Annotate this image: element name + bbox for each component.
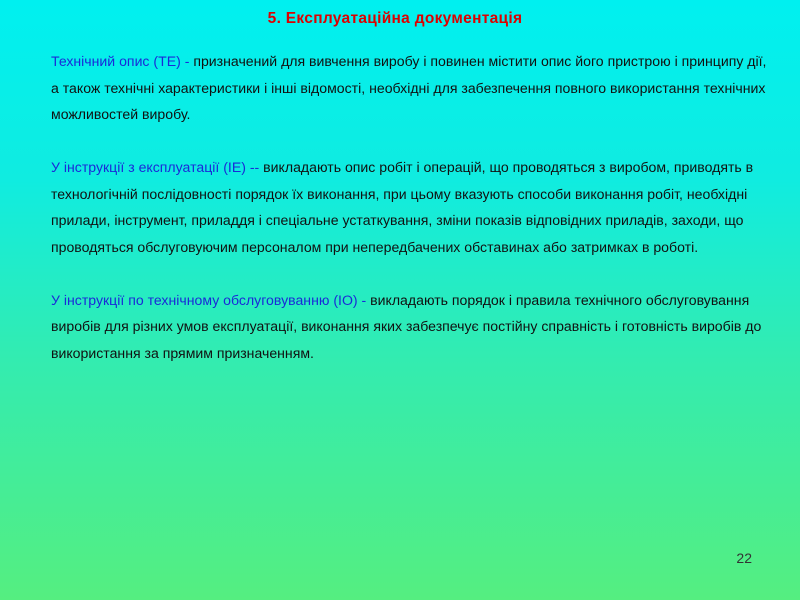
slide-title-text: 5. Експлуатаційна документація: [267, 10, 523, 27]
page-number: 22: [736, 550, 752, 566]
paragraph-te: [51, 48, 771, 128]
paragraph-io: [51, 287, 771, 367]
term-ie: У інструкції з експлуатації (ІЕ) --: [51, 159, 260, 175]
definition-ie: викладають опис робіт і операцій, що проводяться з виробом, приводять в технологічній послідовності порядок їх виконання, при цьому вказують способи виконання робіт, необхідні прилади, інструмент, приладдя і спеціальне устаткування, зміни показів відповідних приладів, заходи, що проводяться обслуговуючим персоналом при непередбачених обставинах або затримках в роботі.: [51, 159, 754, 255]
definition-te: призначений для вивчення виробу і повинен містити опис його пристрою і принципу дії, а також технічні характеристики і інші відомості, необхідні для забезпечення повного використання технічних можливостей виробу.: [51, 53, 767, 122]
slide-title: [0, 10, 800, 28]
slide-body: [51, 48, 771, 366]
definition-io: викладають порядок і правила технічного обслуговування виробів для різних умов експлуатації, виконання яких забезпечує постійну справність і готовність виробів до використання за прямим призначенням.: [51, 291, 762, 361]
term-io: У інструкції по технічному обслуговуванню (ІО) -: [51, 291, 367, 308]
paragraph-ie: [51, 154, 771, 260]
term-te: Технічний опис (ТЕ) -: [51, 53, 190, 69]
